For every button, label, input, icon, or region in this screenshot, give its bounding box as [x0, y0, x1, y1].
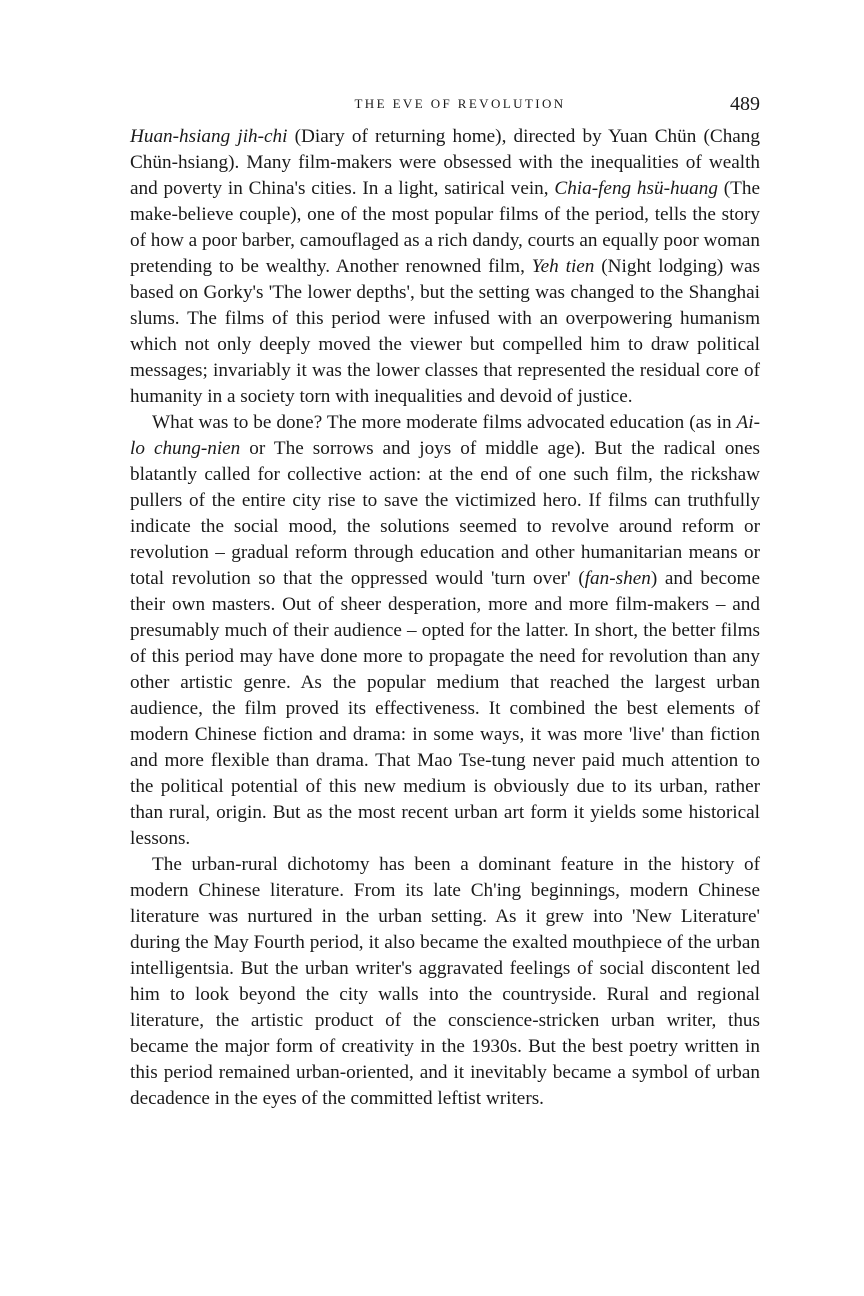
film-title: Chia-feng hsü-huang — [554, 178, 718, 199]
paragraph-text: (The make-believe couple), one of the most popular films of the period, tells the story of how a poor barber, camouflaged as a rich dandy, courts an equally poor woman pretending to be wealthy. Another renowned film, — [130, 178, 760, 277]
paragraph-text: or The sorrows and joys of middle age). But the radical ones blatantly called for collective action: at the end of one such film, the rickshaw pullers of the entire city rise to save the victimized hero. If films can truthfully indicate the social mood, the solutions seemed to revolve around reform or revolution – gradual reform through education and other humanitarian means or total revolution so that the oppressed would 'turn over' ( — [130, 438, 760, 589]
paragraph-text: The urban-rural dichotomy has been a dominant feature in the history of modern Chinese literature. From its late Ch'ing beginnings, modern Chinese literature was nurtured in the urban setting. As it grew into 'New Literature' during the May Fourth period, it also became the exalted mouthpiece of the urban intelligentsia. But the urban writer's aggravated feelings of social discontent led him to look beyond the city walls into the countryside. Rural and regional literature, the artistic product of the conscience-stricken urban writer, thus became the major form of creativity in the 1930s. But the best poetry written in this period remained urban-oriented, and it inevitably became a symbol of urban decadence in the eyes of the committed leftist writers. — [130, 854, 760, 1109]
paragraph-2 — [130, 410, 760, 852]
film-title: Ai-lo chung-nien — [130, 412, 760, 459]
running-title: THE EVE OF REVOLUTION — [354, 96, 566, 111]
book-page — [130, 90, 760, 1112]
running-header — [130, 90, 760, 118]
body-text — [130, 124, 760, 1112]
page-number: 489 — [730, 93, 760, 115]
paragraph-text: What was to be done? The more moderate films advocated education (as in — [152, 412, 737, 433]
paragraph-text: ) and become their own masters. Out of sheer desperation, more and more film-makers – and presumably much of their audience – opted for the latter. In short, the better films of this period may have done more to propagate the need for revolution than any other artistic genre. As the popular medium that reached the largest urban audience, the film proved its effectiveness. It combined the best elements of modern Chinese fiction and drama: in some ways, it was more 'live' than fiction and more flexible than drama. That Mao Tse-tung never paid much attention to the political potential of this new medium is obviously due to its urban, rather than rural, origin. But as the most recent urban art form it yields some historical lessons. — [130, 568, 761, 849]
paragraph-text: (Diary of returning home), directed by Yuan Chün (Chang Chün-hsiang). Many film-makers were obsessed with the inequalities of wealth and poverty in China's cities. In a light, satirical vein, — [130, 126, 760, 199]
paragraph-1 — [130, 124, 760, 410]
paragraph-3 — [130, 852, 760, 1112]
film-title: Huan-hsiang jih-chi — [130, 126, 288, 147]
film-title: Yeh tien — [531, 256, 595, 277]
paragraph-text: (Night lodging) was based on Gorky's 'The lower depths', but the setting was changed to the Shanghai slums. The films of this period were infused with an overpowering humanism which not only deeply moved the viewer but compelled him to draw political messages; invariably it was the lower classes that represented the residual core of humanity in a society torn with inequalities and devoid of justice. — [130, 256, 760, 407]
italic-term: fan-shen — [584, 568, 651, 589]
